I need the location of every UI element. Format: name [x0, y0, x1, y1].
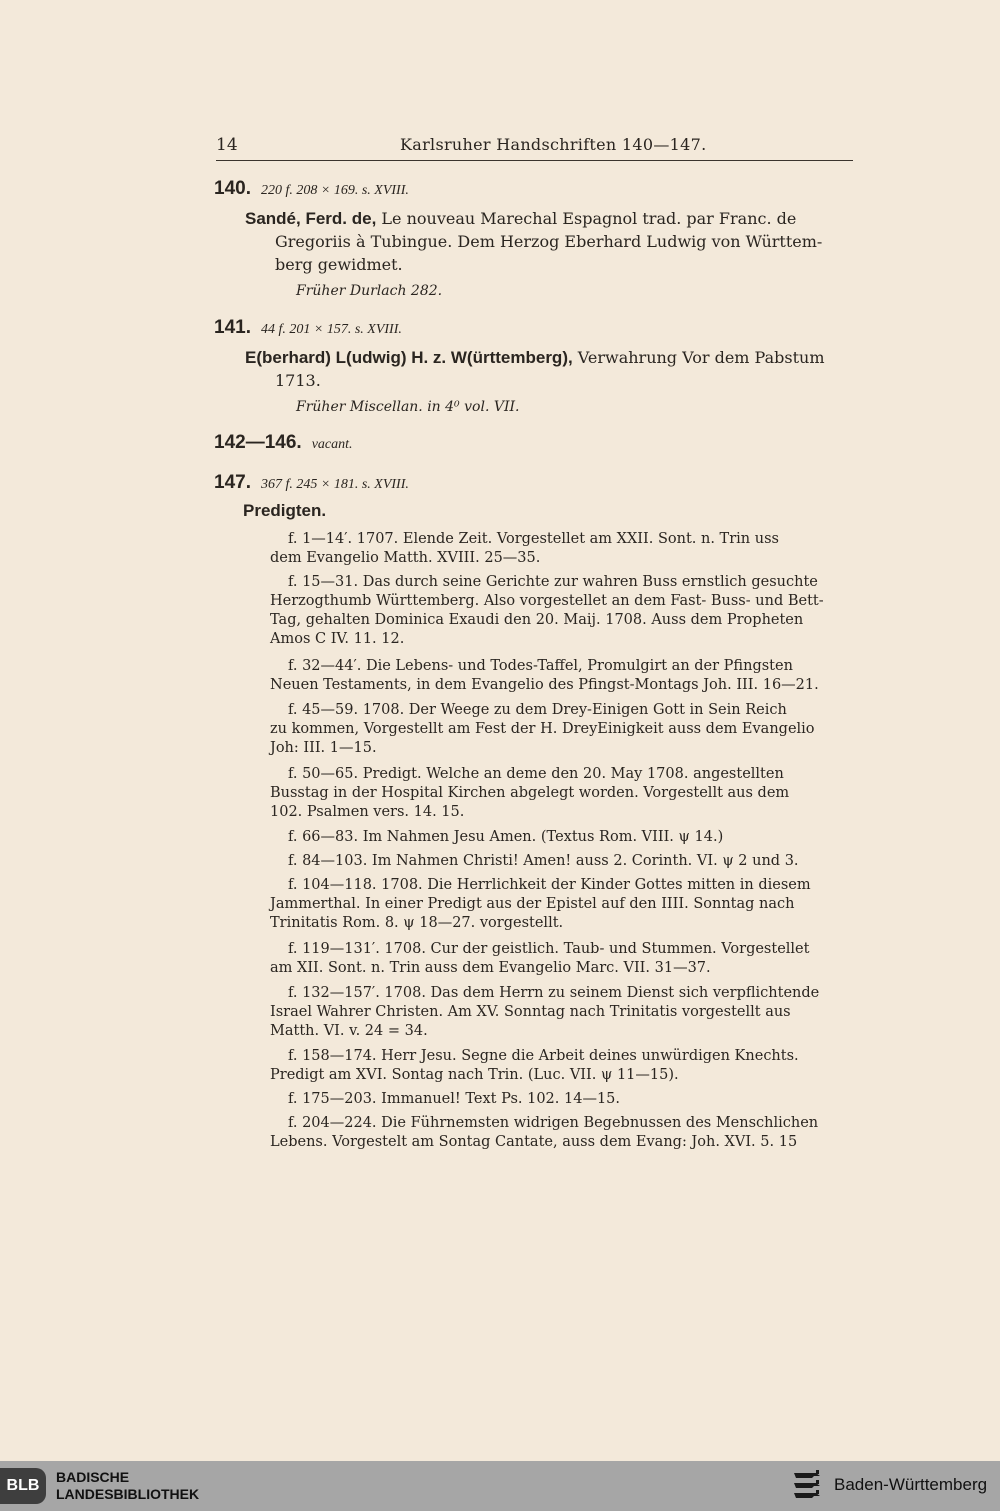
sermon-item: f. 175—203. Immanuel! Text Ps. 102. 14—15. [288, 1091, 621, 1107]
entry-author: E(berhard) L(udwig) H. z. W(ürttemberg), [245, 348, 573, 367]
entry-number: 147. [214, 472, 251, 493]
entry-meta: vacant. [311, 437, 353, 452]
entry-142-heading [214, 432, 353, 454]
entry-141-heading [214, 317, 402, 339]
entry-140-heading [214, 178, 409, 200]
sermon-item: f. 104—118. 1708. Die Herrlichkeit der Kinder Gottes mitten in diesem Jammerthal. In einer Predigt aus der Epistel auf den IIII. Sonntag nach Trinitatis Rom. 8. ψ 18—27. vorgestellt. [270, 877, 811, 931]
blb-logo[interactable]: BLB [0, 1468, 46, 1504]
sermon-item: f. 1—14′. 1707. Elende Zeit. Vorgestellet am XXII. Sont. n. Trin uss dem Evangelio Matth. XVIII. 25—35. [270, 531, 779, 566]
entry-number: 142—146. [214, 432, 302, 453]
coat-of-arms-icon [790, 1469, 826, 1503]
entry-141-note: Früher Miscellan. in 4⁰ vol. VII. [296, 399, 520, 415]
sermon-item: f. 158—174. Herr Jesu. Segne die Arbeit deines unwürdigen Knechts. Predigt am XVI. Sontag nach Trin. (Luc. VII. ψ 11—15). [270, 1048, 799, 1083]
sermon-item: f. 119—131′. 1708. Cur der geistlich. Taub- und Stummen. Vorgestellet am XII. Sont. n. Trin auss dem Evangelio Marc. VII. 31—37. [270, 941, 810, 976]
entry-140-body-cont [275, 231, 853, 276]
sermon-item: f. 50—65. Predigt. Welche an deme den 20. May 1708. angestellten Busstag in der Hospital Kirchen abgelegt worden. Vorgestellt aus dem 102. Psalmen vers. 14. 15. [270, 766, 790, 820]
entry-147-heading [214, 472, 409, 494]
entry-text: berg gewidmet. [275, 254, 403, 274]
running-title: Karlsruher Handschriften 140—147. [400, 135, 707, 154]
sermon-item: f. 45—59. 1708. Der Weege zu dem Drey-Einigen Gott in Sein Reich zu kommen, Vorgestellt am Fest der H. DreyEinigkeit auss dem Evangelio Joh: III. 1—15. [270, 702, 815, 756]
entry-number: 141. [214, 317, 251, 338]
sermon-item: f. 132—157′. 1708. Das dem Herrn zu seinem Dienst sich verpflichtende Israel Wahrer Christen. Am XV. Sonntag nach Trinitatis vorgestellt aus Matth. VI. v. 24 = 34. [270, 985, 820, 1039]
entry-author: Sandé, Ferd. de, [245, 209, 377, 228]
entry-meta: 44 f. 201 × 157. s. XVIII. [260, 322, 402, 337]
header-rule [216, 160, 853, 161]
entry-text: Gregoriis à Tubingue. Dem Herzog Eberhard Ludwig von Württem- [275, 232, 823, 251]
entry-140-note: Früher Durlach 282. [296, 283, 443, 299]
entry-141-body-cont [275, 370, 853, 393]
entry-141-body [245, 347, 853, 370]
sermon-item: f. 66—83. Im Nahmen Jesu Amen. (Textus Rom. VIII. ψ 14.) [288, 829, 724, 845]
entry-147-title: Predigten. [243, 501, 327, 520]
sermon-item: f. 15—31. Das durch seine Gerichte zur wahren Buss ernstlich gesuchte Herzogthumb Württemberg. Also vorgestellet an dem Fast- Buss- und Bett- Tag, gehalten Dominica Exaudi den 20. Maij. 1708. Auss dem Propheten Amos C IV. 11. 12. [270, 574, 824, 647]
sermon-item: f. 204—224. Die Führnemsten widrigen Begebnussen des Menschlichen Lebens. Vorgestelt am Sontag Cantate, auss dem Evang: Joh. XVI. 5. 15 [270, 1115, 819, 1150]
page-number: 14 [216, 135, 238, 155]
sermon-item: f. 84—103. Im Nahmen Christi! Amen! auss 2. Corinth. VI. ψ 2 und 3. [288, 853, 799, 869]
entry-text: Le nouveau Marechal Espagnol trad. par Franc. de [381, 209, 797, 228]
entry-text: 1713. [275, 371, 321, 390]
entry-text: Verwahrung Vor dem Pabstum [577, 348, 825, 367]
library-name[interactable] [56, 1469, 199, 1503]
entry-meta: 220 f. 208 × 169. s. XVIII. [260, 183, 409, 198]
viewer-footer [0, 1461, 1000, 1511]
entry-140-body [245, 208, 853, 231]
library-name-line2: LANDESBIBLIOTHEK [56, 1486, 200, 1502]
library-name-line1: BADISCHE [56, 1469, 130, 1485]
sermon-item: f. 32—44′. Die Lebens- und Todes-Taffel, Promulgirt an der Pfingsten Neuen Testaments, in dem Evangelio des Pfingst-Montags Joh. III. 16—21. [270, 658, 819, 693]
entry-number: 140. [214, 178, 251, 199]
entry-meta: 367 f. 245 × 181. s. XVIII. [260, 477, 409, 492]
state-name[interactable]: Baden-Württemberg [834, 1475, 988, 1494]
